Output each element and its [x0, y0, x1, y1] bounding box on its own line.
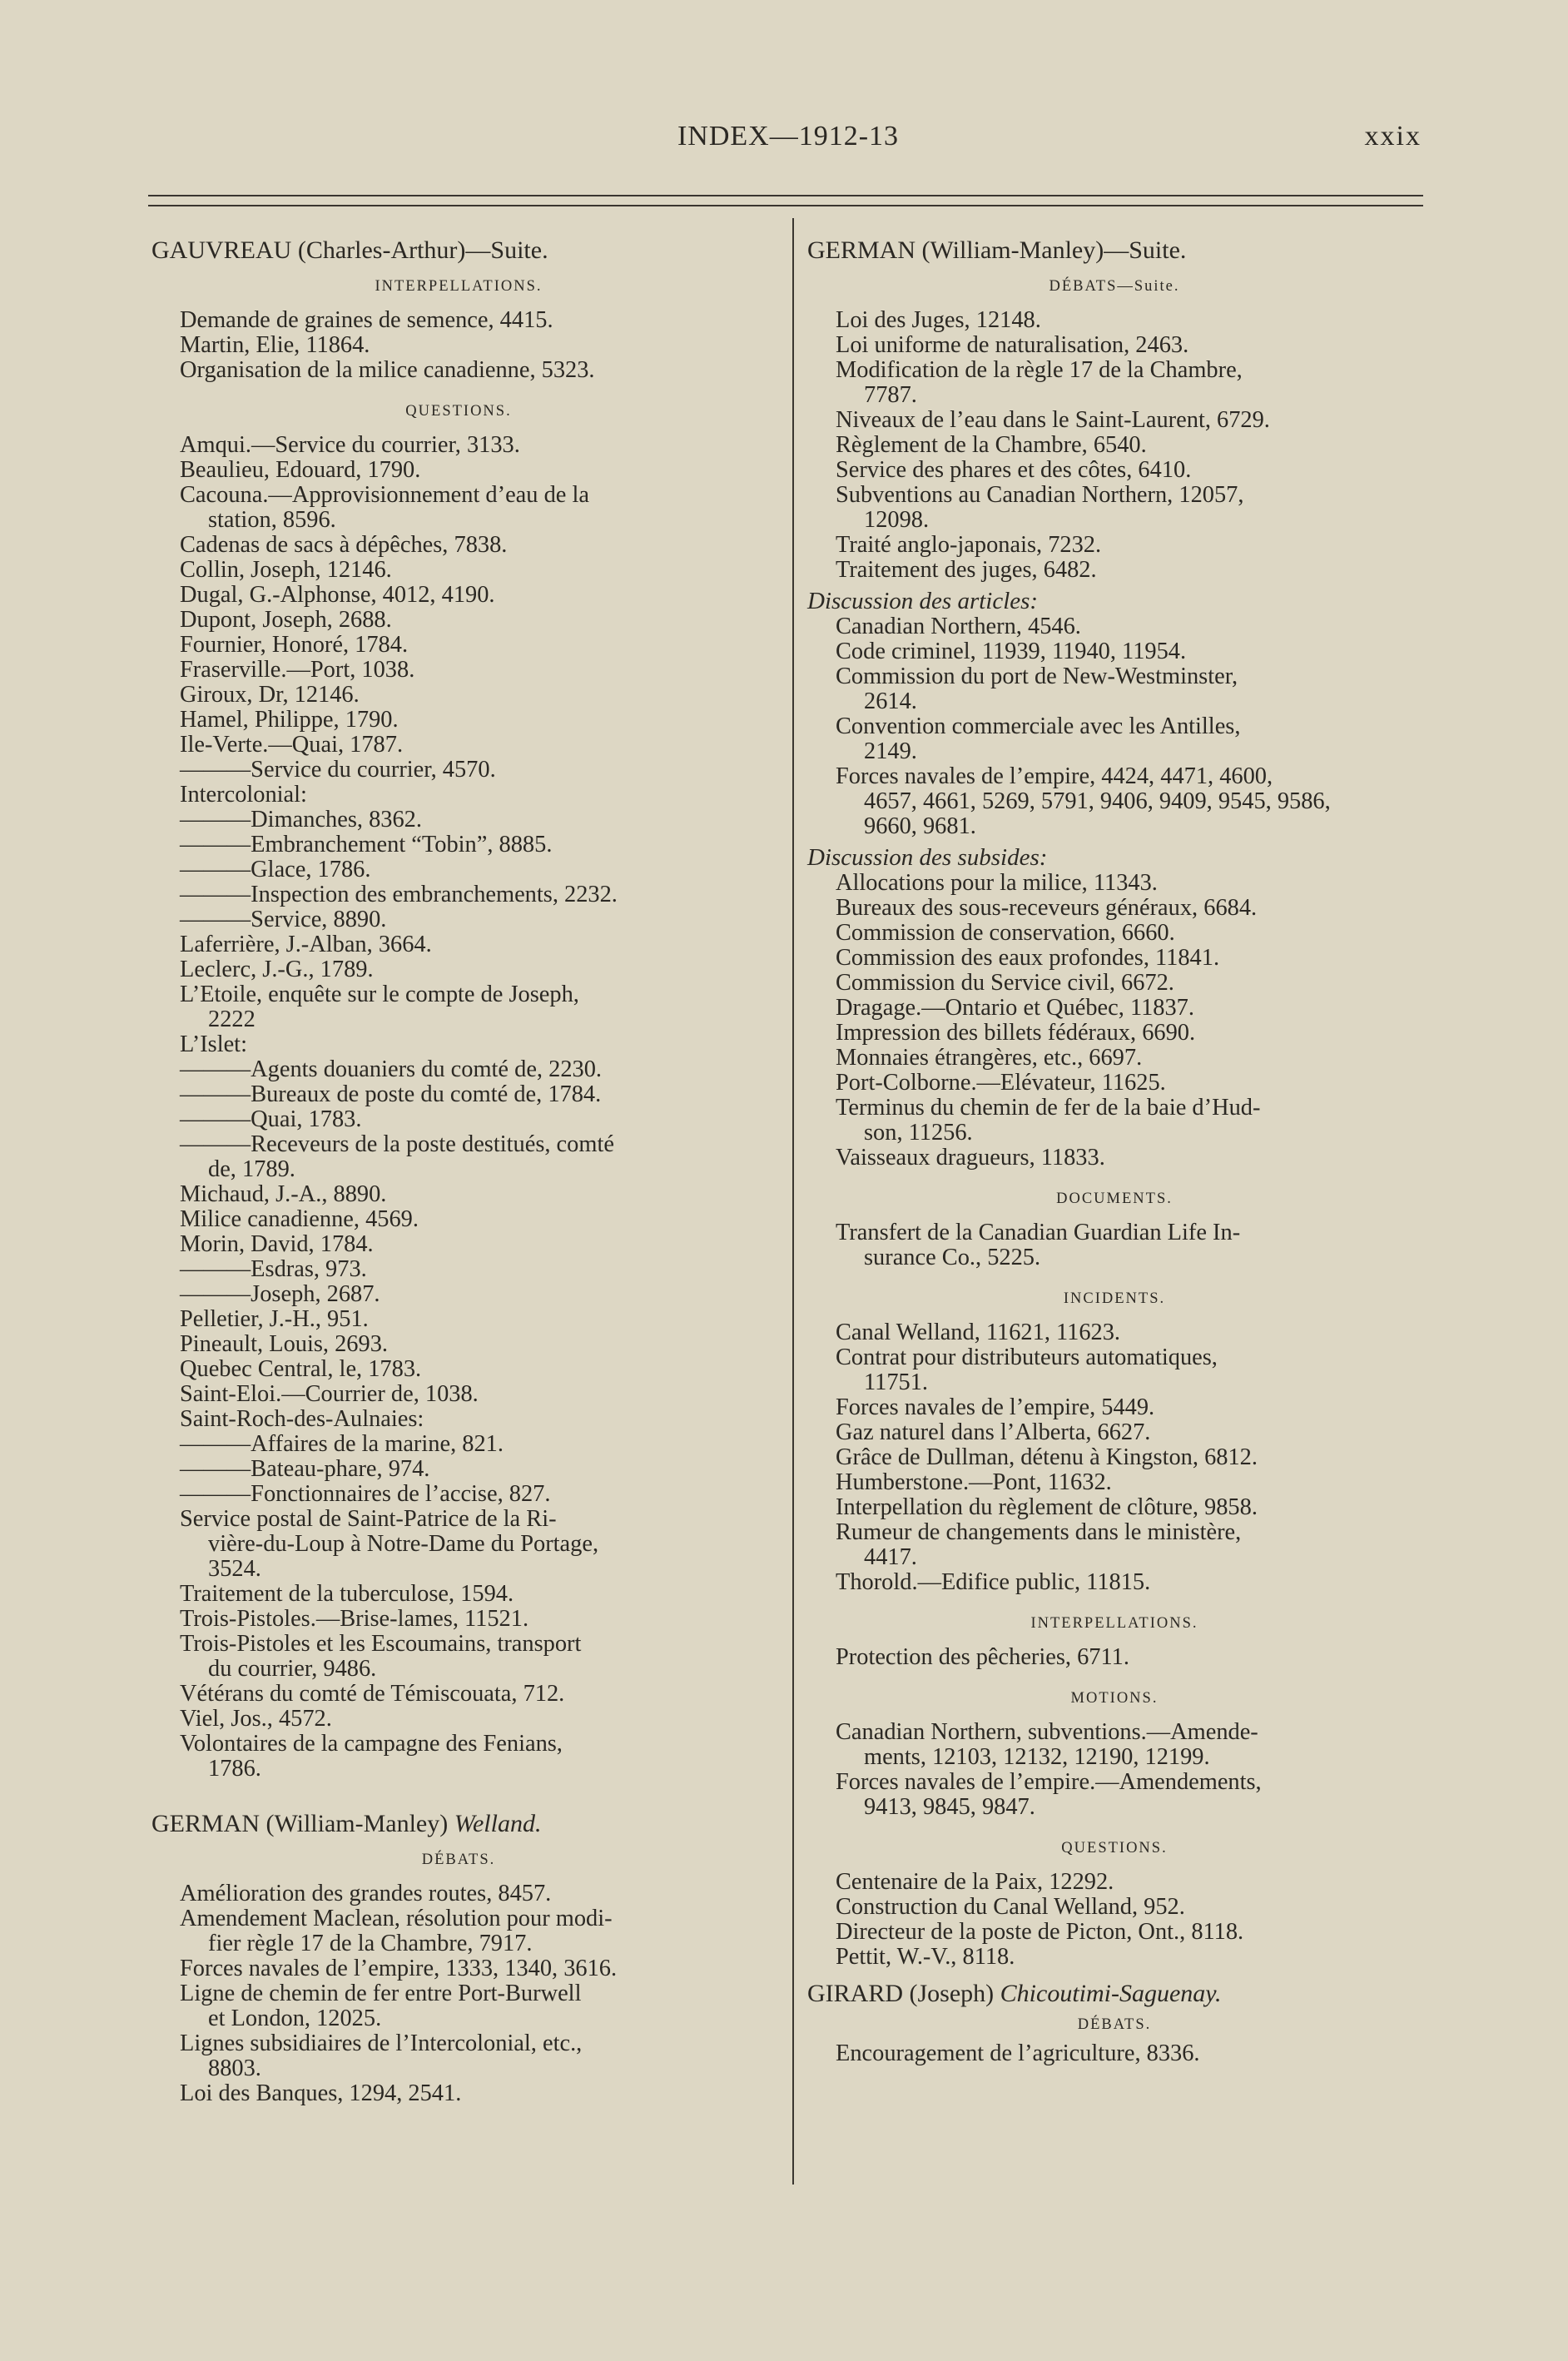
index-entry: Beaulieu, Edouard, 1790. — [180, 457, 421, 483]
index-entry: Fraserville.—Port, 1038. — [180, 657, 415, 683]
index-entry: Fournier, Honoré, 1784. — [180, 632, 409, 658]
index-entry: Giroux, Dr, 12146. — [180, 682, 360, 708]
index-entry: Forces navales de l’empire.—Amendements, — [836, 1769, 1262, 1795]
index-entry: ———Dimanches, 8362. — [180, 807, 422, 833]
index-entry-continuation: ments, 12103, 12132, 12190, 12199. — [864, 1744, 1210, 1770]
index-entry: Trois-Pistoles et les Escoumains, transport — [180, 1631, 582, 1657]
index-entry: Pelletier, J.-H., 951. — [180, 1306, 369, 1332]
index-entry: Service postal de Saint-Patrice de la Ri- — [180, 1506, 557, 1532]
index-entry: Vaisseaux dragueurs, 11833. — [836, 1145, 1105, 1171]
index-entry: Grâce de Dullman, détenu à Kingston, 6812. — [836, 1444, 1258, 1470]
index-entry: Loi des Banques, 1294, 2541. — [180, 2080, 462, 2106]
entry-heading: GAUVREAU (Charles-Arthur)—Suite. — [151, 236, 548, 264]
section-heading: DOCUMENTS. — [1056, 1190, 1173, 1207]
index-entry: Viel, Jos., 4572. — [180, 1706, 332, 1732]
index-entry-continuation: station, 8596. — [208, 507, 336, 533]
section-heading: QUESTIONS. — [405, 403, 512, 420]
section-heading: INTERPELLATIONS. — [1030, 1615, 1198, 1632]
index-entry-continuation: 7787. — [864, 382, 917, 408]
header-rule-top — [148, 195, 1423, 196]
index-entry-continuation: de, 1789. — [208, 1156, 295, 1182]
index-entry: Organisation de la milice canadienne, 5323. — [180, 357, 595, 383]
index-entry: ———Service du courrier, 4570. — [180, 757, 496, 783]
index-entry: Thorold.—Edifice public, 11815. — [836, 1569, 1151, 1595]
index-entry: ———Service, 8890. — [180, 907, 387, 932]
index-entry-continuation: 8803. — [208, 2055, 261, 2081]
index-entry-continuation: 11751. — [864, 1369, 929, 1395]
index-entry: Convention commerciale avec les Antilles, — [836, 713, 1241, 739]
index-entry: Amqui.—Service du courrier, 3133. — [180, 432, 520, 458]
index-entry: Dragage.—Ontario et Québec, 11837. — [836, 995, 1194, 1021]
index-entry: Transfert de la Canadian Guardian Life In- — [836, 1220, 1241, 1245]
index-entry-continuation: 4417. — [864, 1544, 917, 1570]
index-entry: Interpellation du règlement de clôture, 9858. — [836, 1494, 1258, 1520]
index-entry: Saint-Eloi.—Courrier de, 1038. — [180, 1381, 479, 1407]
index-entry: Ligne de chemin de fer entre Port-Burwell — [180, 1981, 582, 2006]
index-entry: Dugal, G.-Alphonse, 4012, 4190. — [180, 582, 495, 608]
index-entry: Quebec Central, le, 1783. — [180, 1356, 422, 1382]
index-entry: Bureaux des sous-receveurs généraux, 6684. — [836, 895, 1258, 921]
right-column — [807, 236, 1422, 2066]
index-entry: ———Glace, 1786. — [180, 857, 371, 882]
index-entry: Contrat pour distributeurs automatiques, — [836, 1345, 1218, 1370]
index-entry: ———Joseph, 2687. — [180, 1281, 380, 1307]
index-entry: Forces navales de l’empire, 4424, 4471, 4600, — [836, 763, 1273, 789]
index-entry: Forces navales de l’empire, 5449. — [836, 1394, 1155, 1420]
index-entry: Traité anglo-japonais, 7232. — [836, 532, 1102, 558]
index-entry: Règlement de la Chambre, 6540. — [836, 432, 1147, 458]
column-divider — [792, 218, 794, 2185]
index-entry: Amélioration des grandes routes, 8457. — [180, 1881, 552, 1906]
index-entry: Centenaire de la Paix, 12292. — [836, 1869, 1114, 1895]
index-entry: Commission du Service civil, 6672. — [836, 970, 1174, 996]
index-entry: Lignes subsidiaires de l’Intercolonial, etc., — [180, 2030, 583, 2056]
page-header — [155, 121, 1422, 162]
index-entry: Code criminel, 11939, 11940, 11954. — [836, 639, 1187, 664]
section-heading: INCIDENTS. — [1063, 1290, 1166, 1307]
index-entry: ———Quai, 1783. — [180, 1106, 362, 1132]
index-entry-continuation: 1786. — [208, 1756, 261, 1782]
index-entry: Humberstone.—Pont, 11632. — [836, 1469, 1112, 1495]
page-number: xxix — [1364, 121, 1422, 152]
index-entry-continuation: du courrier, 9486. — [208, 1656, 377, 1682]
index-entry: Commission du port de New-Westminster, — [836, 664, 1238, 689]
index-entry: Vétérans du comté de Témiscouata, 712. — [180, 1681, 565, 1707]
index-entry-continuation: et London, 12025. — [208, 2006, 382, 2031]
index-entry-continuation: son, 11256. — [864, 1120, 973, 1146]
index-entry: Hamel, Philippe, 1790. — [180, 707, 399, 733]
index-entry: ———Inspection des embranchements, 2232. — [180, 882, 618, 907]
index-entry: Commission des eaux profondes, 11841. — [836, 945, 1220, 971]
index-entry: Encouragement de l’agriculture, 8336. — [836, 2040, 1200, 2066]
index-entry: Saint-Roch-des-Aulnaies: — [180, 1406, 424, 1432]
index-entry: Cadenas de sacs à dépêches, 7838. — [180, 532, 508, 558]
index-entry: Subventions au Canadian Northern, 12057, — [836, 482, 1244, 508]
member-name: GIRARD (Joseph) — [807, 1980, 995, 2007]
left-column — [151, 236, 766, 2106]
index-entry: Loi uniforme de naturalisation, 2463. — [836, 332, 1189, 358]
index-entry: Intercolonial: — [180, 782, 307, 808]
index-entry: Canal Welland, 11621, 11623. — [836, 1320, 1121, 1345]
index-entry: Terminus du chemin de fer de la baie d’Hud- — [836, 1095, 1261, 1121]
index-entry-continuation: 12098. — [864, 507, 930, 533]
index-entry: Amendement Maclean, résolution pour modi- — [180, 1906, 613, 1931]
section-heading: MOTIONS. — [1070, 1690, 1159, 1707]
subsection-heading: Discussion des subsides: — [807, 844, 1048, 871]
index-entry-continuation: 9660, 9681. — [864, 813, 976, 839]
subsection-heading: Discussion des articles: — [807, 588, 1039, 614]
index-entry-continuation: 3524. — [208, 1556, 261, 1582]
index-entry: ———Embranchement “Tobin”, 8885. — [180, 832, 553, 857]
entry-heading: GERMAN (William-Manley)—Suite. — [807, 236, 1187, 264]
index-entry: Canadian Northern, 4546. — [836, 614, 1081, 639]
index-entry: Leclerc, J.-G., 1789. — [180, 957, 374, 982]
index-entry: Morin, David, 1784. — [180, 1231, 374, 1257]
index-entry: Traitement de la tuberculose, 1594. — [180, 1581, 514, 1607]
index-entry: ———Agents douaniers du comté de, 2230. — [180, 1056, 602, 1082]
index-entry: Canadian Northern, subventions.—Amende- — [836, 1719, 1258, 1745]
index-entry: Port-Colborne.—Elévateur, 11625. — [836, 1070, 1166, 1096]
index-entry: Ile-Verte.—Quai, 1787. — [180, 732, 404, 758]
index-entry: Michaud, J.-A., 8890. — [180, 1181, 387, 1207]
index-entry-continuation: 2222 — [208, 1007, 256, 1032]
index-entry: Collin, Joseph, 12146. — [180, 557, 392, 583]
index-entry: Pineault, Louis, 2693. — [180, 1331, 388, 1357]
index-entry: L’Etoile, enquête sur le compte de Joseph, — [180, 982, 579, 1007]
index-entry: Niveaux de l’eau dans le Saint-Laurent, 6729. — [836, 407, 1270, 433]
index-entry: Laferrière, J.-Alban, 3664. — [180, 932, 432, 957]
index-entry: Trois-Pistoles.—Brise-lames, 11521. — [180, 1606, 529, 1632]
index-entry: ———Fonctionnaires de l’accise, 827. — [180, 1481, 551, 1507]
index-entry: Service des phares et des côtes, 6410. — [836, 457, 1192, 483]
member-name: GERMAN (William-Manley) — [151, 1810, 449, 1837]
index-entry: L’Islet: — [180, 1031, 247, 1057]
index-entry: Construction du Canal Welland, 952. — [836, 1894, 1185, 1920]
index-entry: Commission de conservation, 6660. — [836, 920, 1175, 946]
index-entry: Loi des Juges, 12148. — [836, 307, 1041, 333]
index-entry: Protection des pêcheries, 6711. — [836, 1644, 1129, 1670]
section-heading: DÉBATS—Suite. — [1049, 278, 1180, 295]
index-entry-continuation: 4657, 4661, 5269, 5791, 9406, 9409, 9545, 9586, — [864, 788, 1331, 814]
index-entry: Directeur de la poste de Picton, Ont., 8118. — [836, 1919, 1244, 1945]
index-entry: Rumeur de changements dans le ministère, — [836, 1519, 1242, 1545]
index-entry: ———Esdras, 973. — [180, 1256, 367, 1282]
index-entry: Dupont, Joseph, 2688. — [180, 607, 392, 633]
index-entry: ———Bureaux de poste du comté de, 1784. — [180, 1081, 602, 1107]
riding-name: Welland. — [454, 1810, 542, 1837]
section-heading: DÉBATS. — [421, 1852, 496, 1868]
index-entry-continuation: 2149. — [864, 738, 917, 764]
index-entry: Gaz naturel dans l’Alberta, 6627. — [836, 1419, 1151, 1445]
entry-heading — [807, 1980, 1422, 2008]
index-entry-continuation: vière-du-Loup à Notre-Dame du Portage, — [208, 1531, 599, 1557]
index-entry: Forces navales de l’empire, 1333, 1340, 3616. — [180, 1956, 618, 1981]
index-entry: Allocations pour la milice, 11343. — [836, 870, 1158, 896]
index-entry: Monnaies étrangères, etc., 6697. — [836, 1045, 1143, 1071]
section-heading: INTERPELLATIONS. — [375, 278, 543, 295]
index-entry: Demande de graines de semence, 4415. — [180, 307, 553, 333]
index-entry: ———Bateau-phare, 974. — [180, 1456, 430, 1482]
index-entry: Impression des billets fédéraux, 6690. — [836, 1020, 1196, 1046]
section-heading: QUESTIONS. — [1061, 1840, 1168, 1856]
index-entry-continuation: 9413, 9845, 9847. — [864, 1794, 1035, 1820]
index-entry: Traitement des juges, 6482. — [836, 557, 1097, 583]
index-entry-continuation: 2614. — [864, 688, 917, 714]
riding-name: Chicoutimi-Saguenay. — [1000, 1980, 1222, 2007]
index-entry: Pettit, W.-V., 8118. — [836, 1944, 1015, 1970]
index-entry: Volontaires de la campagne des Fenians, — [180, 1731, 563, 1757]
index-entry: ———Affaires de la marine, 821. — [180, 1431, 504, 1457]
entry-heading — [151, 1810, 766, 1838]
index-entry-continuation: surance Co., 5225. — [864, 1245, 1041, 1270]
page-title: INDEX—1912-13 — [677, 121, 900, 152]
index-entry: Milice canadienne, 4569. — [180, 1206, 419, 1232]
section-heading: DÉBATS. — [1077, 2016, 1152, 2033]
index-entry: ———Receveurs de la poste destitués, comté — [180, 1131, 614, 1157]
index-entry: Modification de la règle 17 de la Chambre, — [836, 357, 1243, 383]
header-rule-bottom — [148, 205, 1423, 206]
index-entry-continuation: fier règle 17 de la Chambre, 7917. — [208, 1931, 533, 1956]
index-entry: Martin, Elie, 11864. — [180, 332, 370, 358]
index-entry: Cacouna.—Approvisionnement d’eau de la — [180, 482, 589, 508]
